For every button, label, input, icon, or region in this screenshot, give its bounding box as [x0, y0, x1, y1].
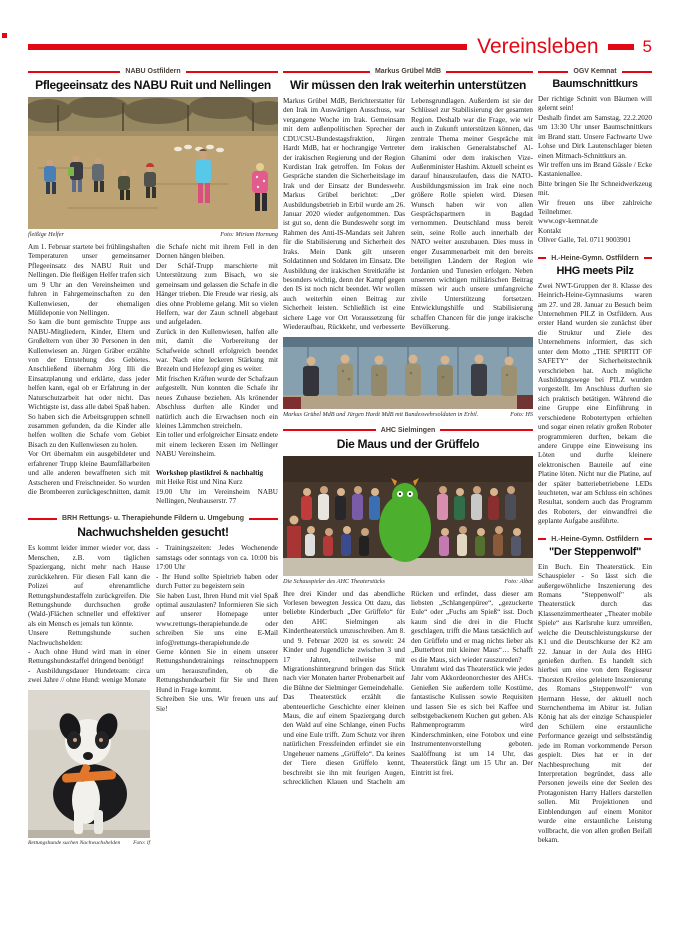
photo-caption: Rettungshunde suchen Nachwuchshelden [28, 839, 121, 846]
body-paragraph: Der richtige Schnitt von Bäumen will gelernt sein! [538, 95, 652, 113]
headline-hhg-wolf: "Der Steppenwolf" [548, 545, 642, 558]
headline-nabu: Pflegeeinsatz des NABU Ruit und Nellingen [35, 78, 271, 92]
body-paragraph: Der Schäf-Trupp marschierte mit Unterstützung zum Bisach, wo sie gemeinsam und gelassen die Schafe in die Hänger trieben. Die Freude war riesig, als dies ohne Probleme gelang. Mit so vielen Helfern, war der Zaun schnell abgebaut und aufgeladen. [156, 261, 278, 327]
page-columns [28, 64, 652, 852]
body-paragraph: Umrahmt wird das Theaterstück wie jedes Jahr vom Akkordeonorchester des AHCs. Genießen Sie außerdem tolle Kostüme, fantastische Kulissen sowie Requisiten und lassen Sie es sich bei Kaffee und selbstgebackenem Kuchen gut gehen. Als Rahmenprogramm wird Kinderschminken, eine Fotobox und eine Instrumentenvorstellung geboten. Saalöffnung ist um 14 Uhr, das Theaterstück fängt um 15 Uhr an. Der Eintritt ist frei. [411, 664, 533, 777]
photo-caption-row [28, 840, 150, 847]
body-paragraph: Deshalb findet am Samstag, 22.2.2020 um 13:30 Uhr unser Baumschnittkurs im Brand statt. Unsere Fachwarte Uwe Lohse und Dirk Lautenschlager bieten einen Mitmach-Schnittkurs an. [538, 113, 652, 160]
body-paragraph: Mit frischen Kräften wurde der Schafzaun aufgestellt. Nun konnten die Schafe ihr neues Zuhause beziehen. Als krönender Abschluss durften alle Kinder und natürlich auch die Erwachsen noch ein kleines Lämmchen streicheln. [156, 374, 278, 431]
workshop-title: Workshop plastikfrei & nachhaltig [156, 468, 264, 477]
article-ahc [283, 427, 533, 788]
kicker-label: NABU Ostfildern [125, 68, 181, 75]
body-paragraph: Ein Buch. Ein Theaterstück. Ein Schauspieler - So lässt sich die außergewöhnliche Inszenierung des Romans "Steppenwolf" als Theaterstück durch das Klassenzimmertheater „Theater mobile Spiele“ aus Karlsruhe kurz umreißen, welche die Deutschleistungskurse der K1 und die Deutschkurse der K2 am 22. Januar in der Aula des HHG genießen durften. Es handelt sich hierbei um eine von dem Regisseur Thorsten Kreilos geleitete Inszenierung des Romans „Steppenwolf“ von Hermann Hesse, der aktuell noch Sternchenthema im Abitur ist. Julian König hat als der einzige Schauspieler den Schülern eine erstaunliche Performance gezeigt und selbstständig jede im Roman vorkommende Person gespielt. Dies hat er in der Nachbesprechung mit der Interpretation begründet, dass alle Personen jeweils eine der Seelen des Protagonisten Harry Hallers darstellen sollen. Mit Projektionen und Einblendungen auf einem Monitor wurde eine erstaunliche Leistung vollbracht, die von allen großen Beifall bekam. [538, 562, 652, 844]
theater-cast-photo [283, 456, 533, 576]
page-number: 5 [642, 37, 652, 56]
body-paragraph: Kontakt [538, 226, 562, 235]
body-paragraph: Oliver Galle, Tel. 0711 9003901 [538, 236, 631, 245]
kicker-rule [538, 71, 568, 73]
kicker-rule [283, 429, 376, 431]
body-paragraph: Gerne können Sie in einem unserer Rettungshundetrainings reinschnuppern um herauszufinden, ob die Rettungshundearbeit für Sie und Ihren Hund in Frage kommt. [156, 648, 278, 694]
body-paragraph: - Auch ohne Hund wird man in einer Rettungshundestaffel dringend benötigt! [28, 648, 150, 666]
column-left [28, 64, 278, 852]
article-irak [283, 68, 533, 418]
article-ogv [538, 68, 652, 246]
body-paragraph: www.ogv-kemnat.de [538, 217, 598, 226]
body-paragraph: Wir treffen uns im Brand Gässle / Ecke Kastanienallee. [538, 160, 652, 179]
kicker-rule [440, 429, 533, 431]
kicker-rule [446, 71, 533, 73]
kicker-label: OGV Kemnat [573, 68, 617, 75]
body-paragraph: Am 1. Februar startete bei frühlingshaften Temperaturen unser gemeinsamer Pflegeeinsatz des NABU Ruit und Nellingen. Die fleißigen Helfer trafen sich um 9 Uhr an den Vereinsheimen und fuhren in Fahrgemeinschaften zu den Kullenwiesen, der ehemaligen Mülldeponie von Nellingen. [28, 243, 150, 317]
article-body [28, 544, 278, 852]
body-paragraph: Zwei NWT-Gruppen der 8. Klasse des Heinrich-Heine-Gymnasiums waren am 27. und 28. Januar zu Besuch beim Unternehmen PILZ in Ostfildern. Aus erster Hand wurden sie zunächst über die Struktur und Ziele des Unternehmens informiert, das sich unter dem Motto „THE SPIRTIT OF SAFETY“ der Sicherheitstechnik verschrieben hat. Auch mögliche Ausbildungswege bei PILZ wurden vorgestellt. Im Anschluss durften sie sich praktisch betätigen. Während die eine Gruppe eine Einführung in verschiedene Robotertypen erhielten und sogar einen relativ großen Roboter programmieren durften, bekam die andere Gruppe eine Einweisung ins Löten und durfte kleinere elektronischen Bauteile auf eine Platine löten. Nicht nur die Platine, auf der später batteriebetriebene LEDs leuchteten, war am Schluss ein schönes Resultat, sondern auch das Programm des Roboters, der einwandfrei die geplante Aufgabe ausführte. [538, 281, 652, 526]
photo-credit: Foto: Miriam Hornung [220, 231, 278, 238]
workshop-line: mit Heike Rist und Nina Kurz [156, 478, 243, 487]
photo-credit: Foto: Albat [504, 577, 533, 585]
body-paragraph: Zurück in den Kullenwiesen, halfen alle mit, damit die Vorbereitung der Schafweide schnell erfolgreich beendet war. Nach eine leckeren Stärkung mit Brezeln und Hefezopf ging es weiter. [156, 327, 278, 374]
article-hhg-pilz [538, 255, 652, 527]
workshop-line: 19.00 Uhr im Vereinsheim NABU Nellingen, Neuhauserstr. 77 [156, 487, 278, 505]
headline-ogv: Baumschnittkurs [552, 78, 638, 90]
kicker-hhg-wolf [538, 536, 652, 543]
kicker-label: H.-Heine-Gymn. Ostfildern [551, 535, 639, 543]
body-paragraph: Vor Ort übernahm ein ausgebildeter und erfahrener Trupp kleine Baumfällarbeiten und alle anderen bewaffneten sich mit Astscheren und Freischneider. So wurden die Brombeeren zurückgeschnitten, damit die Schafe nicht mit ihrem Fell in den Dornen hängen bleiben. [28, 243, 278, 496]
headline-hhg-pilz: HHG meets Pilz [556, 264, 634, 277]
headline-brh: Nachwuchshelden gesucht! [77, 525, 229, 540]
kicker-ogv [538, 68, 652, 75]
brh-right-subcolumn [156, 544, 278, 852]
kicker-rule [186, 71, 278, 73]
body-paragraph: Sie haben Lust, Ihren Hund mit viel Spaß optimal auszulasten? Informieren Sie sich auf unserer Homepage unter www.rettungs-therapiehunde.de oder schreiben Sie uns eine E-Mail info@rettungs-therapiehunde.de [156, 591, 278, 647]
body-paragraph: Ihre drei Kinder und das abendliche Vorlesen bewegten Jessica Ott dazu, das beliebte Kinderbuch „Der Grüffelo“ für den AHC Sielmingen als Kindertheaterstück umzuschreiben. Am 8. und 9. Februar 2020 ist es soweit: 24 Kinder und Jugendliche zwischen 3 und 17 Jahren, teilweise mit Migrationshintergrund bringen das Stück nach vier Monaten harter Probenarbeit auf die Bühne der Sielminger Gemeindehalle. [283, 589, 405, 692]
body-paragraph: Ein toller und erfolgreicher Einsatz endete mit einem leckeren Essen im Nellinger NABU Vereinsheim. [156, 431, 278, 459]
soldiers-group-photo [283, 337, 533, 409]
body-paragraph: Das Theaterstück erzählt die abenteuerliche Geschichte einer kleinen Maus, die auf einem Spaziergang durch den Wald auf eine Schlange, einen Fuchs und eine Eule trifft. Zum Schutz vor ihren natürlichen Fressfeinden erfindet sie ein Ungeheuer namens „Grüffelo“. Da keines der Tiere diesen Grüffelo kennt, beschreibt sie ihn mit feurigen Augen, schrecklichen Klauen und Stacheln am Rücken und erfindet, dass dieser am liebsten „Schlangenpüree“, „gezuckerte Eule“ oder „Fuchs am Spieß“ isst. Doch kaum sind die drei in die Flucht geschlagen, trifft die Maus tatsächlich auf den Grüffelo und er mag nichts lieber als „Butterbrot mit kleiner Maus“… Schafft es die Maus, sich wieder rauszureden? [283, 589, 533, 786]
masthead-rule [28, 44, 467, 50]
column-middle [283, 64, 533, 787]
registration-mark [2, 33, 7, 38]
kicker-rule [28, 71, 120, 73]
kicker-rule [622, 71, 652, 73]
brh-left-subcolumn [28, 544, 150, 852]
kicker-label: H.-Heine-Gymn. Ostfildern [551, 254, 639, 262]
body-paragraph: Markus Grübel MdB, Berichterstatter für den Irak im Auswärtigen Ausschuss, war vergangene Woche im Irak. Gemeinsam mit dem außenpolitischen Sprecher der CDU/CSU-Bundestagsfraktion, Jürgen Hardt MdB, hat er hochrangige Vertreter der irakischen Regierung und der Region Kurdistan Irak getroffen. Im Fokus der Gespräche standen die Sicherheitslage im Irak und der Einsatz der Bundeswehr. Markus Grübel berichtet: „Der Ausbildungsbetrieb in Erbil wurde am 26. Januar 2020 wieder aufgenommen. Das ist gut so, denn die Bundeswehr sorgt im Rahmen des Anti-IS-Mandats seit Jahren für die Stabilisierung und Sicherheit des Iraks. Mein Dank gilt unseren Soldatinnen und Soldaten im Einsatz. Die Ausbildung der irakischen Streitkräfte ist besonders wichtig, denn der Kampf gegen den IS ist noch nicht beendet. Wir wollen auch weiterhin einen Beitrag zur Sicherheit leisten. Schließlich ist eine sichere Lage vor Ort Voraussetzung für Wiederaufbau, Rückkehr, und verbesserte Lebensgrundlagen. Außerdem ist sie der Schlüssel zur Stabilisierung der gesamten Region. Deshalb war die Frage, wie wir auch in Zukunft unterstützen können, das zentrale Thema meiner Gespräche mit dem irakischen Generalstabschef Al-Ghanimi oder dem irakischen Vize-Außenminister Hashim. Aktuell scheint es darauf hinauszulaufen, dass die NATO-Ausbildungsmission im Irak eine noch größere Rolle spielen wird. Diesen Wunsch haben wir von allen Gesprächspartnern in Bagdad vernommen. Deutschland muss bereit sein, seine Rolle auch innerhalb der NATO weiter auszubauen. Dies muss in enger Zusammenarbeit mit den bereits beteiligten Ländern der Region wie Jordanien und Tunesien erfolgen. Neben unserem wichtigen militärischen Beitrag müssen wir auch unsere umfangreiche zivile Unterstützung fortsetzen. Entwicklungshilfe und Stabilisierung schaffen Chancen für die junge irakische Bevölkerung. [283, 97, 533, 332]
photo-caption-row [283, 578, 533, 585]
body-paragraph: Es kommt leider immer wieder vor, dass Menschen, z.B. vom täglichen Spaziergang, nicht mehr nach Hause zurückkehren. Für diesen Fall kann die Polizei auf ehrenamtliche Rettungshundestaffeln zurückgreifen. Die Rettungshunde durchsuchen große (Wald-)Flächen schneller und effektiver als ein Mensch es jemals tun könnte. [28, 544, 150, 628]
kicker-rule [283, 71, 370, 73]
rescue-dog-photo [28, 690, 150, 838]
kicker-rule [644, 538, 652, 540]
article-body [538, 282, 652, 527]
photo-caption: Markus Grübel MdB und Jürgen Hardt MdB mit Bundeswehrsoldaten in Erbil. [283, 410, 479, 418]
photo-caption-row [28, 231, 278, 238]
photo-credit: Foto: HS [510, 410, 533, 418]
article-body [283, 97, 533, 333]
meadow-volunteers-photo [28, 97, 278, 229]
body-paragraph: Schreiben Sie uns. Wir freuen uns auf Sie! [156, 695, 278, 713]
photo-caption-row [283, 411, 533, 418]
kicker-label: BRH Rettungs- u. Therapiehunde Fildern u. Umgebung [62, 515, 244, 523]
headline-ahc: Die Maus und der Grüffelo [336, 436, 480, 451]
kicker-rule [28, 518, 57, 520]
article-brh [28, 515, 278, 852]
body-paragraph: Unsere Rettungshunde suchen Nachwuchshelden: [28, 629, 150, 647]
kicker-rule [538, 257, 546, 259]
body-paragraph: Wir freuen uns über zahlreiche Teilnehmer. [538, 198, 652, 217]
article-hhg-wolf [538, 536, 652, 846]
article-nabu [28, 68, 278, 506]
column-right [538, 64, 652, 845]
photo-credit: Foto: lf [133, 839, 150, 846]
kicker-ahc [283, 427, 533, 434]
kicker-rule [538, 538, 546, 540]
body-paragraph: - Ihr Hund sollte Spieltrieb haben oder durch Futter zu begeistern sein [156, 572, 278, 591]
kicker-nabu [28, 68, 278, 75]
body-paragraph: - Trainingszeiten: Jedes Wochenende samstags oder sonntags von ca. 10:00 bis 17:00 Uhr [156, 544, 278, 572]
kicker-brh [28, 515, 278, 522]
kicker-label: AHC Sielmingen [380, 426, 436, 434]
kicker-rule [249, 518, 278, 520]
body-paragraph: - Ausbildungsdauer Hundeteam: circa zwei Jahre // ohne Hund: wenige Monate [28, 666, 150, 685]
workshop-notice [156, 469, 278, 507]
article-body [283, 590, 533, 788]
kicker-hhg-pilz [538, 255, 652, 262]
kicker-irak [283, 68, 533, 75]
masthead [28, 36, 652, 57]
article-body [538, 95, 652, 246]
body-paragraph: So kam die bunt gemischte Truppe aus NABU-Mitgliedern, Kinder, Eltern und Großeltern von über 30 Personen in den Kullenwiesen an. Jürgen Gräber erzählte von der Entstehung des Gebietes. Anschließend übernahm Jörg Illi die Einsatzplanung und erklärte, dass jeder helfen kann, egal ob er Erfahrung in der Naturschutzarbeit hat oder nicht. Das Wichtigste ist, dass alle dabei Spaß haben. So haben sich die Arbeitsgruppen schnell zusammen gefunden, da die Kinder alle helfen wollten die Schafe vom Gebiet Bisach zu den Kullenwiesen zu holen. [28, 318, 150, 449]
kicker-rule [644, 257, 652, 259]
kicker-label: Markus Grübel MdB [374, 68, 442, 75]
masthead-rule-short [608, 44, 634, 50]
headline-irak: Wir müssen den Irak weiterhin unterstützen [289, 78, 526, 92]
photo-caption: fleißige Helfer [28, 231, 64, 238]
article-body [538, 563, 652, 846]
article-body [28, 243, 278, 506]
body-paragraph: Bitte bringen Sie Ihr Schneidwerkzeug mit. [538, 179, 652, 198]
photo-caption: Die Schauspieler des AHC Theaterstücks [283, 577, 385, 585]
section-title: Vereinsleben [477, 35, 599, 58]
